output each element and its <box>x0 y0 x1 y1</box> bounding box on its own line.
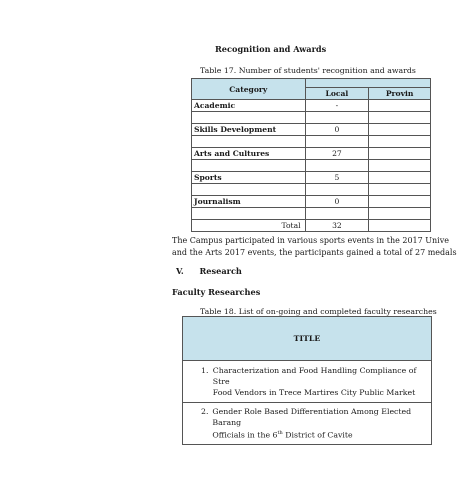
category-cell: Arts and Cultures <box>192 148 306 160</box>
recognition-heading: Recognition and Awards <box>215 44 327 54</box>
spacer-row <box>192 112 431 124</box>
item-line: Gender Role Based Differentiation Among Elected Barang <box>212 407 412 428</box>
provincial-cell <box>369 172 431 184</box>
faculty-researches-heading: Faculty Researches <box>172 287 261 297</box>
table-row <box>192 124 431 136</box>
header-title: TITLE <box>183 317 432 361</box>
spacer-row <box>192 208 431 220</box>
local-cell: 5 <box>305 172 369 184</box>
table18-caption: Table 18. List of on-going and completed faculty researches <box>200 307 437 316</box>
item-line <box>212 428 431 441</box>
table-row <box>192 196 431 208</box>
table-row <box>192 148 431 160</box>
section-number: V. <box>176 266 184 276</box>
paragraph-line: and the Arts 2017 events, the participants gained a total of 27 medals <box>172 248 457 257</box>
ordinal-suffix: th <box>277 430 283 437</box>
table-row <box>183 403 432 445</box>
item-number: 1. <box>201 366 209 375</box>
provincial-cell <box>369 100 431 112</box>
local-cell: 27 <box>305 148 369 160</box>
table17-caption: Table 17. Number of students' recognition and awards <box>200 66 416 75</box>
header-local: Local <box>305 88 369 100</box>
header-category: Category <box>192 79 306 100</box>
spacer-row <box>192 136 431 148</box>
recognition-table <box>191 78 431 232</box>
table-row <box>192 100 431 112</box>
provincial-cell <box>369 148 431 160</box>
category-cell: Academic <box>192 100 306 112</box>
total-provincial-cell <box>369 220 431 232</box>
item-line: Food Vendors in Trece Martires City Public Market <box>212 388 416 397</box>
provincial-cell <box>369 124 431 136</box>
item-line-text: Officials in the 6 <box>212 430 278 440</box>
category-cell: Sports <box>192 172 306 184</box>
paragraph-line: The Campus participated in various sports events in the 2017 Unive <box>172 236 449 245</box>
header-provincial: Provin <box>369 88 431 100</box>
item-line: Characterization and Food Handling Compliance of Stre <box>212 366 417 386</box>
total-row <box>192 220 431 232</box>
table-row <box>192 172 431 184</box>
local-cell: 0 <box>305 124 369 136</box>
research-item <box>183 403 432 445</box>
item-number: 2. <box>201 407 209 417</box>
spacer-row <box>192 184 431 196</box>
faculty-research-table <box>182 316 432 445</box>
total-label: Total <box>192 220 306 232</box>
local-cell: - <box>305 100 369 112</box>
research-item <box>183 361 432 403</box>
research-heading <box>176 266 242 276</box>
spacer-row <box>192 160 431 172</box>
header-level-group <box>305 79 430 88</box>
table-row <box>183 361 432 403</box>
section-title: Research <box>199 266 242 276</box>
provincial-cell <box>369 196 431 208</box>
category-cell: Journalism <box>192 196 306 208</box>
local-cell: 0 <box>305 196 369 208</box>
category-cell: Skills Development <box>192 124 306 136</box>
total-local-cell: 32 <box>305 220 369 232</box>
item-line-text: District of Cavite <box>282 430 353 440</box>
paragraph <box>172 235 457 259</box>
